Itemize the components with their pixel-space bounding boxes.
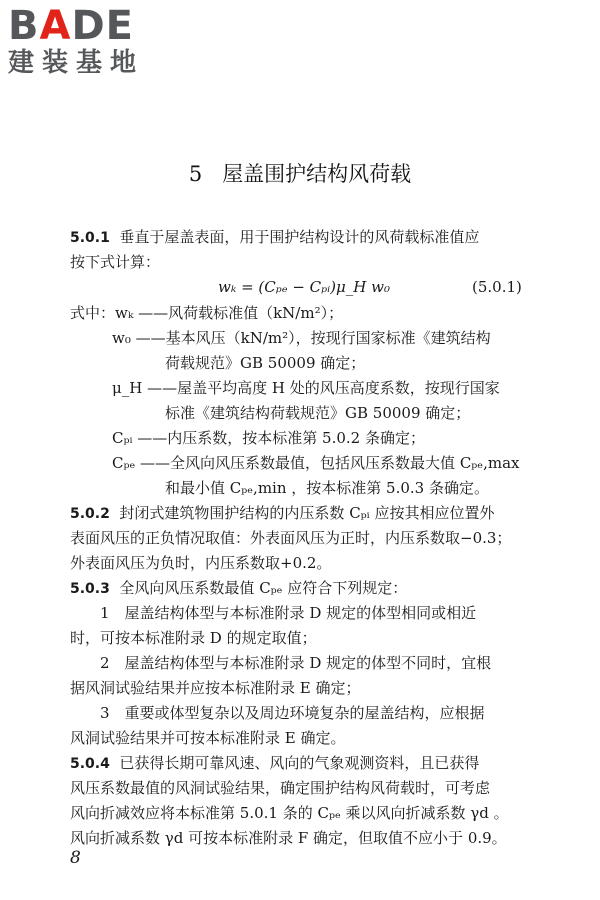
clause-5-0-3-line-1 xyxy=(70,578,407,599)
where-line-1: 式中：wₖ ——风荷载标准值（kN/m²）； xyxy=(70,304,344,322)
clause-text: 全风向风压系数最值 Cₚₑ 应符合下列规定： xyxy=(119,579,408,597)
logo-letters-b: B xyxy=(8,3,40,49)
item-1-line-2: 时，可按本标准附录 D 的规定取值； xyxy=(70,629,317,647)
clause-number: 5.0.1 xyxy=(70,230,110,246)
clause-5-0-4-line-1 xyxy=(70,753,479,774)
item-1-line-1: 1 屋盖结构体型与本标准附录 D 规定的体型相同或相近 xyxy=(100,604,477,622)
clause-5-0-1-line-1 xyxy=(70,227,479,248)
where-line-8: 和最小值 Cₚₑ,min ，按本标准第 5.0.3 条确定。 xyxy=(165,479,489,497)
clause-5-0-2-line-1 xyxy=(70,503,494,524)
where-line-2: w₀ ——基本风压（kN/m²），按现行国家标准《建筑结构 xyxy=(112,329,491,347)
chapter-number: 5 xyxy=(188,162,203,186)
logo-letters-de: DE xyxy=(71,3,134,49)
clause-5-0-4-line-3: 风向折减效应将本标准第 5.0.1 条的 Cₚₑ 乘以风向折减系数 γd 。 xyxy=(70,804,509,822)
clause-5-0-2-line-3: 外表面风压为负时，内压系数取+0.2。 xyxy=(70,554,332,572)
where-line-7: Cₚₑ ——全风向风压系数最值，包括风压系数最大值 Cₚₑ,max xyxy=(112,454,520,472)
where-line-5: 标准《建筑结构荷载规范》GB 50009 确定； xyxy=(165,404,471,422)
clause-text: 封闭式建筑物围护结构的内压系数 Cₚᵢ 应按其相应位置外 xyxy=(119,504,495,522)
bade-logo xyxy=(8,4,144,78)
where-line-3: 荷载规范》GB 50009 确定； xyxy=(165,354,366,372)
chapter-title xyxy=(0,160,600,188)
clause-5-0-4-line-2: 风压系数最值的风洞试验结果，确定围护结构风荷载时，可考虑 xyxy=(70,779,491,797)
clause-5-0-1-line-2: 按下式计算： xyxy=(70,253,161,271)
formula-5-0-1: wₖ = (Cₚₑ − Cₚᵢ)μ_H w₀ xyxy=(218,278,390,296)
logo-letter-a: A xyxy=(39,3,72,49)
clause-number: 5.0.3 xyxy=(70,581,110,597)
chapter-heading: 屋盖围护结构风荷载 xyxy=(222,162,412,186)
where-line-6: Cₚᵢ ——内压系数，按本标准第 5.0.2 条确定； xyxy=(112,429,425,447)
item-3-line-2: 风洞试验结果并可按本标准附录 E 确定。 xyxy=(70,729,346,747)
equation-number: (5.0.1) xyxy=(472,278,522,296)
clause-number: 5.0.4 xyxy=(70,756,110,772)
logo-subtitle: 建装基地 xyxy=(8,48,145,78)
item-3-line-1: 3 重要或体型复杂以及周边环境复杂的屋盖结构，应根据 xyxy=(100,704,485,722)
logo-wordmark xyxy=(8,4,144,48)
clause-number: 5.0.2 xyxy=(70,506,110,522)
clause-text: 已获得长期可靠风速、风向的气象观测资料，且已获得 xyxy=(119,754,480,772)
clause-text: 垂直于屋盖表面，用于围护结构设计的风荷载标准值应 xyxy=(119,228,480,246)
clause-5-0-2-line-2: 表面风压的正负情况取值：外表面风压为正时，内压系数取−0.3； xyxy=(70,529,512,547)
item-2-line-2: 据风洞试验结果并应按本标准附录 E 确定； xyxy=(70,679,361,697)
clause-5-0-4-line-4: 风向折减系数 γd 可按本标准附录 F 确定，但取值不应小于 0.9。 xyxy=(70,829,507,847)
page-number: 8 xyxy=(70,848,81,868)
where-line-4: μ_H ——屋盖平均高度 H 处的风压高度系数，按现行国家 xyxy=(112,379,500,397)
item-2-line-1: 2 屋盖结构体型与本标准附录 D 规定的体型不同时，宜根 xyxy=(100,654,492,672)
